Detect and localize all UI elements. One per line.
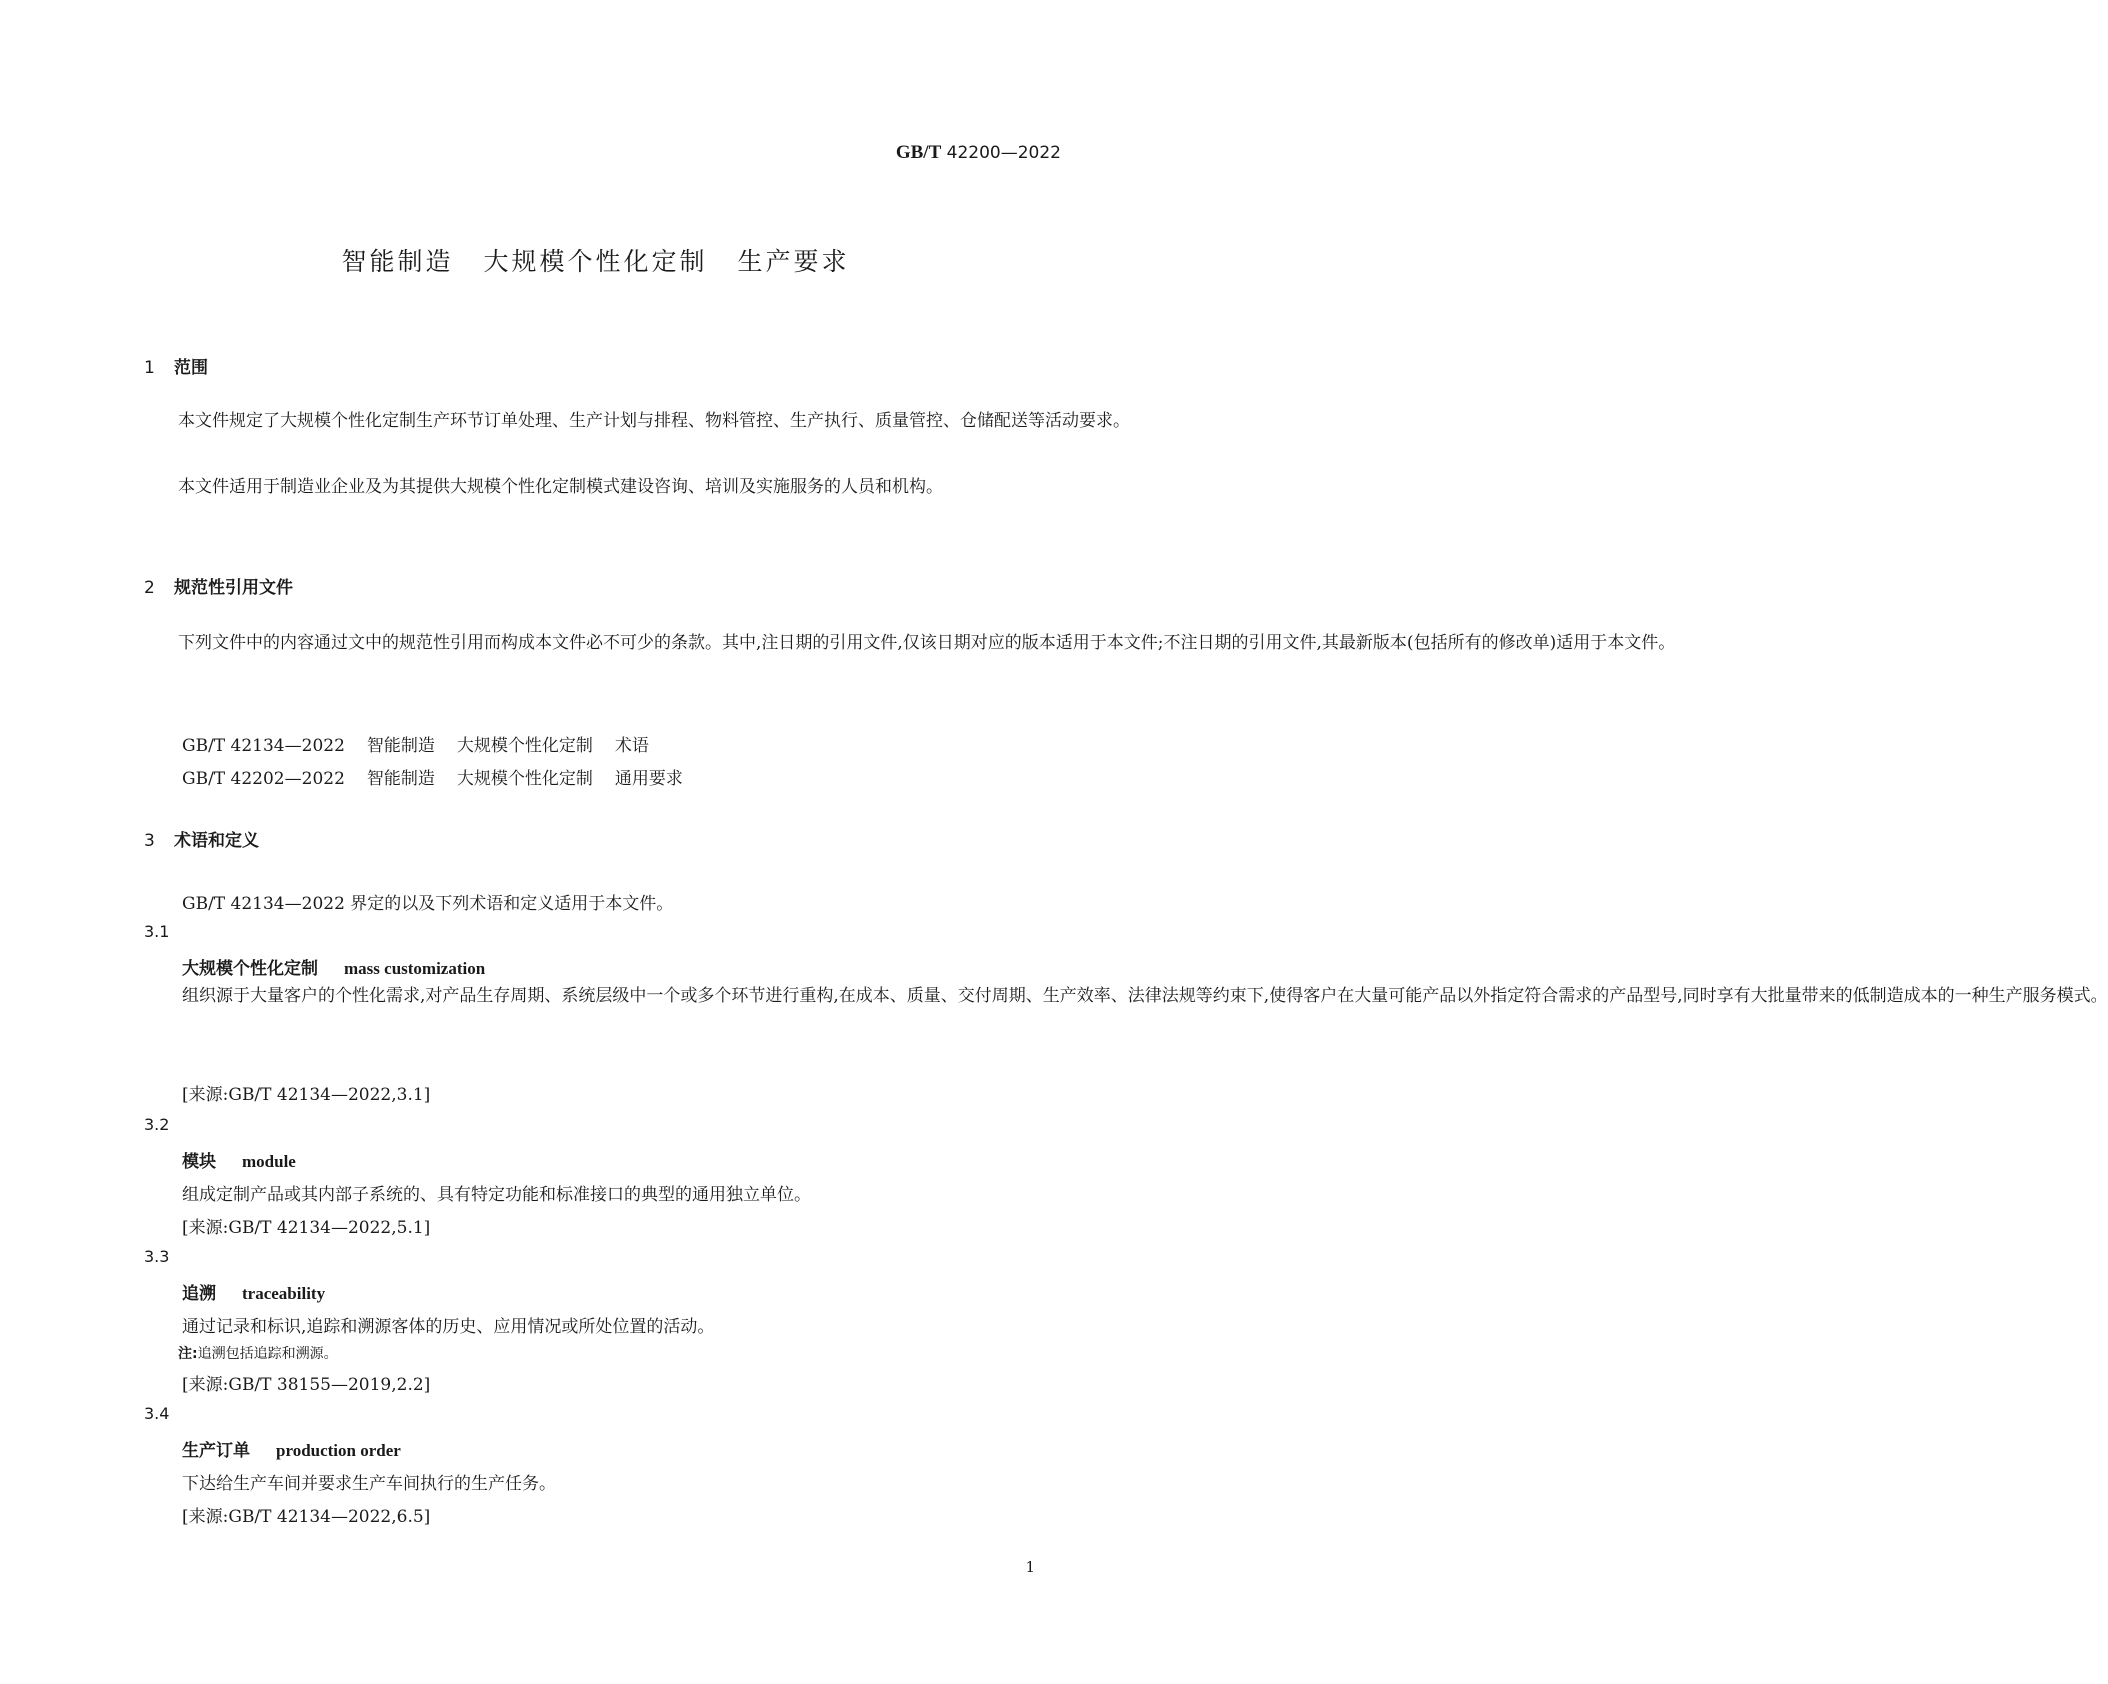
section-title: 术语和定义 [174, 831, 259, 851]
term-number: 3.1 [144, 922, 170, 941]
term-definition: 通过记录和标识,追踪和溯源客体的历史、应用情况或所处位置的活动。 [182, 1317, 715, 1337]
section-2-heading [144, 573, 293, 598]
reference-item: GB/T 42202—2022 智能制造 大规模个性化定制 通用要求 [182, 769, 683, 789]
section-1-paragraph-2: 本文件适用于制造业企业及为其提供大规模个性化定制模式建设咨询、培训及实施服务的人员和机构。 [178, 477, 943, 497]
term-note: 注:追溯包括追踪和溯源。 [178, 1346, 338, 1362]
section-number: 3 [144, 831, 155, 851]
term-definition: 下达给生产车间并要求生产车间执行的生产任务。 [182, 1474, 556, 1494]
title-part-3: 生产要求 [737, 247, 850, 276]
page-number: 1 [1025, 1558, 1035, 1576]
term-source: [来源:GB/T 38155—2019,2.2] [182, 1375, 431, 1395]
title-part-1: 智能制造 [341, 247, 454, 276]
standard-code: 42200—2022 [946, 143, 1061, 163]
document-title [0, 242, 1191, 278]
term-heading: 大规模个性化定制 mass customization [182, 959, 486, 979]
section-number: 2 [144, 578, 155, 598]
section-number: 1 [144, 358, 155, 378]
term-heading: 追溯 traceability [182, 1284, 326, 1304]
term-source: [来源:GB/T 42134—2022,6.5] [182, 1507, 431, 1527]
section-1-paragraph-1: 本文件规定了大规模个性化定制生产环节订单处理、生产计划与排程、物料管控、生产执行、质量管控、仓储配送等活动要求。 [178, 411, 1130, 431]
section-1-heading [144, 353, 208, 378]
standard-number [896, 142, 1061, 164]
section-title: 范围 [174, 358, 208, 378]
term-definition: 组成定制产品或其内部子系统的、具有特定功能和标准接口的典型的通用独立单位。 [182, 1185, 811, 1205]
term-definition: 组织源于大量客户的个性化需求,对产品生存周期、系统层级中一个或多个环节进行重构,在成本、质量、交付周期、生产效率、法律法规等约束下,使得客户在大量可能产品以外指定符合需求的产品型号,同时享有大批量带来的低制造成本的一种生产服务模式。 [182, 986, 2108, 1006]
term-number: 3.2 [144, 1115, 170, 1134]
term-number: 3.4 [144, 1404, 170, 1423]
section-2-paragraph: 下列文件中的内容通过文中的规范性引用而构成本文件必不可少的条款。其中,注日期的引用文件,仅该日期对应的版本适用于本文件;不注日期的引用文件,其最新版本(包括所有的修改单)适用于本文件。 [178, 633, 1676, 653]
section-3-intro: GB/T 42134—2022 界定的以及下列术语和定义适用于本文件。 [182, 894, 674, 914]
term-heading: 生产订单 production order [182, 1441, 401, 1461]
reference-item: GB/T 42134—2022 智能制造 大规模个性化定制 术语 [182, 736, 649, 756]
standard-prefix: GB/T [895, 142, 942, 163]
term-number: 3.3 [144, 1247, 170, 1266]
section-title: 规范性引用文件 [174, 578, 293, 598]
title-part-2: 大规模个性化定制 [483, 247, 708, 276]
term-source: [来源:GB/T 42134—2022,5.1] [182, 1218, 431, 1238]
section-3-heading [144, 826, 259, 851]
term-source: [来源:GB/T 42134—2022,3.1] [182, 1085, 431, 1105]
term-heading: 模块 module [182, 1152, 296, 1172]
